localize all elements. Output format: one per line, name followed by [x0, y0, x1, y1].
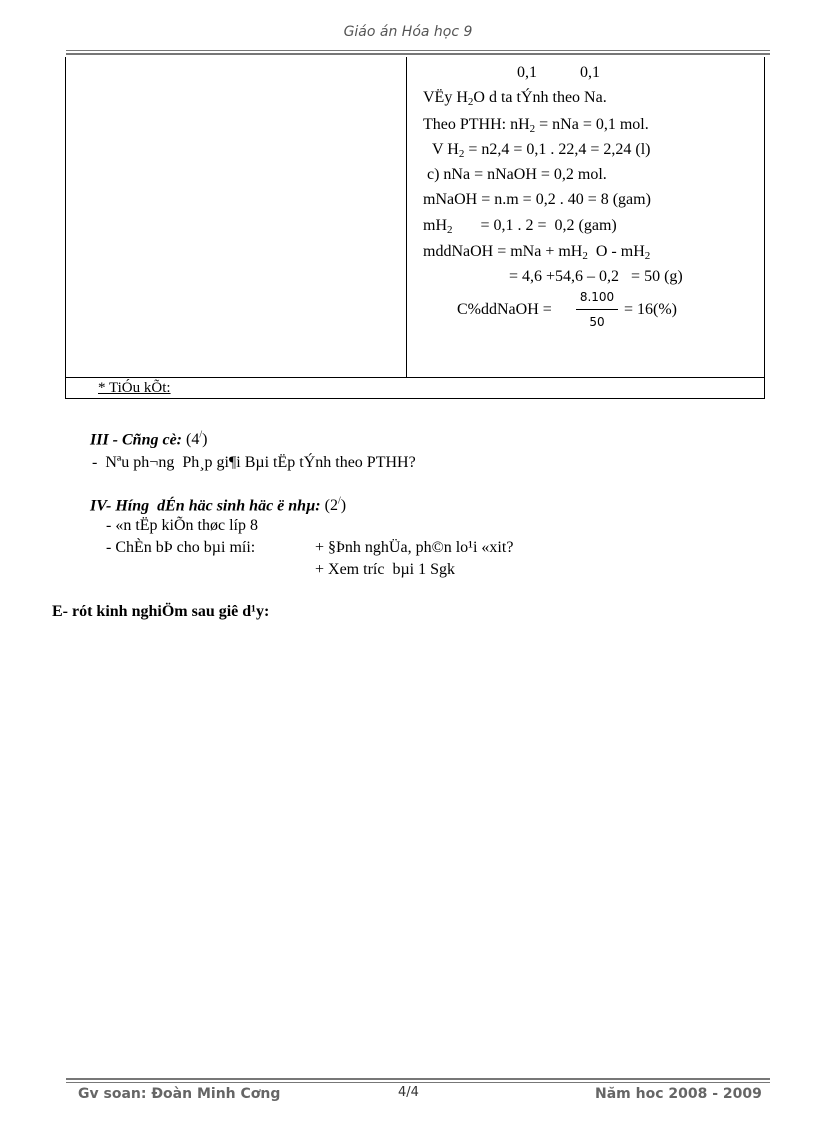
answer-line-3 [432, 142, 651, 158]
summary-label: * TiÓu kÕt: [98, 380, 171, 396]
section-4-time-unit: / [337, 496, 341, 507]
table-right-border [764, 57, 765, 399]
section-4-time-value: (2 [324, 497, 338, 515]
answer-line-1-sub: 2 [467, 96, 474, 108]
answer-line-1 [423, 90, 607, 106]
section-3-time-value: (4 [186, 431, 200, 449]
table-row-divider [65, 377, 765, 378]
answer-line-7 [423, 244, 650, 260]
section-4-item-2: - ChÈn bÞ cho bµi míi: [106, 539, 256, 556]
section-4-time [325, 497, 346, 514]
section-3-time-close: ) [202, 431, 208, 449]
section-3-heading [90, 430, 207, 449]
footer-year: Năm hoc 2008 - 2009 [595, 1086, 762, 1102]
footer-author: Gv soan: Đoàn Minh Cơng [78, 1086, 281, 1102]
answer-line-6 [423, 218, 617, 234]
answer-line-9-post: = 16(%) [624, 301, 678, 318]
answer-line-3-pre: V H [432, 141, 459, 158]
answer-line-7-sub2: 2 [644, 250, 651, 262]
section-4-heading [90, 496, 346, 515]
header-rule-top [66, 50, 770, 51]
page-header-title: Giáo án Hóa học 9 [343, 24, 473, 40]
section-3-time-unit: / [199, 430, 203, 441]
answer-line-8: = 4,6 +54,6 – 0,2 = 50 (g) [509, 268, 683, 285]
answer-line-2 [423, 117, 649, 133]
header-rule-bottom [66, 53, 770, 55]
section-3-title: III - Cñng cè: [90, 431, 183, 449]
section-5-title: E- rót kinh nghiÖm sau giê d¹y: [52, 603, 270, 620]
table-bottom-border [65, 398, 765, 399]
section-4-time-close: ) [340, 497, 347, 515]
answer-line-7-sub: 2 [582, 250, 588, 262]
section-4-item-2a: + §Þnh nghÜa, ph©n lo¹i «xit? [315, 539, 514, 556]
fraction-denominator: 50 [589, 315, 605, 329]
answer-line-6-sub: 2 [447, 224, 453, 236]
answer-line-9-pre: C%ddNaOH = [457, 301, 552, 318]
answer-line-3-post: = n2,4 = 0,1 . 22,4 = 2,24 (l) [464, 141, 651, 158]
section-4-item-2b: + Xem tríc bµi 1 Sgk [315, 561, 456, 578]
answer-line-7-mid: O - mH [587, 243, 645, 260]
answer-line-0a: 0,1 [517, 64, 537, 81]
answer-line-0b: 0,1 [580, 64, 600, 81]
answer-line-1-pre: VËy H [423, 89, 468, 106]
section-3-time [186, 431, 207, 448]
footer-rule-bottom [66, 1082, 770, 1083]
answer-line-1-post: O d ta tÝnh theo Na. [473, 89, 607, 106]
answer-line-2-post: = nNa = 0,1 mol. [535, 116, 649, 133]
fraction-numerator: 8.100 [579, 290, 615, 304]
answer-line-4: c) nNa = nNaOH = 0,2 mol. [427, 166, 607, 183]
answer-line-6-post: = 0,1 . 2 = 0,2 (gam) [452, 217, 617, 234]
section-4-title: IV- Híng dÉn häc sinh häc ë nhµ: [90, 497, 321, 515]
footer-rule-top [66, 1078, 770, 1080]
answer-line-2-sub: 2 [529, 123, 536, 135]
answer-line-7-pre: mddNaOH = mNa + mH [423, 243, 583, 260]
answer-line-5: mNaOH = n.m = 0,2 . 40 = 8 (gam) [423, 191, 651, 208]
table-left-border [65, 57, 66, 399]
answer-line-2-pre: Theo PTHH: nH [423, 116, 530, 133]
section-4-item-1: - «n tËp kiÕn thøc líp 8 [106, 517, 258, 534]
footer-page-number: 4/4 [398, 1085, 419, 1100]
section-3-item-1: - Nªu ph¬ng Ph¸p gi¶i Bµi tËp tÝnh theo PTHH? [92, 454, 416, 471]
table-middle-border [406, 57, 407, 377]
fraction-bar [576, 309, 618, 310]
answer-line-3-sub: 2 [458, 148, 465, 160]
answer-line-6-pre: mH [423, 217, 447, 234]
